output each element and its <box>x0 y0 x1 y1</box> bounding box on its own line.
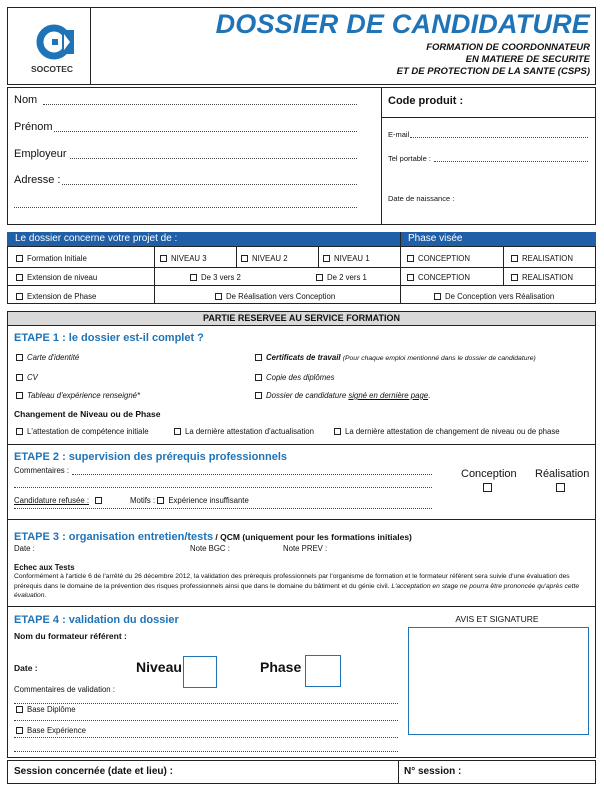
option-label-underlined: signé en dernière page <box>348 391 429 400</box>
subtitle-3: ET DE PROTECTION DE LA SANTE (CSPS) <box>396 66 590 77</box>
echec-label: Echec aux Tests <box>14 563 75 572</box>
niveau-label: Niveau <box>136 659 182 675</box>
employeur-label: Employeur <box>14 148 67 160</box>
realisation-checkbox[interactable] <box>556 483 565 492</box>
dossier-signe-option[interactable] <box>255 391 430 400</box>
carte-identite-option[interactable] <box>16 353 79 362</box>
email-label: E-mail <box>388 130 410 139</box>
etape3-title: ETAPE 3 : organisation entretien/tests <box>14 531 214 543</box>
attestation-actualisation-option[interactable] <box>174 427 314 436</box>
phase-label: Phase <box>260 659 302 675</box>
realisation-label: Réalisation <box>535 468 590 480</box>
adresse-label: Adresse : <box>14 174 61 186</box>
etape3-title-row <box>14 527 412 545</box>
conception-option-2[interactable] <box>407 273 470 282</box>
conception-checkbox[interactable] <box>483 483 492 492</box>
option-label: NIVEAU 3 <box>171 254 207 263</box>
niveau3-option[interactable] <box>160 254 207 263</box>
logo-icon <box>36 24 78 60</box>
commentaires-validation-field[interactable] <box>14 703 398 704</box>
code-produit-label: Code produit : <box>388 95 464 107</box>
base-experience-field[interactable] <box>14 737 398 738</box>
option-label: CONCEPTION <box>418 273 470 282</box>
motifs-option[interactable] <box>130 496 249 505</box>
option-label: La dernière attestation d'actualisation <box>185 427 314 436</box>
adresse-field-2[interactable] <box>14 207 357 208</box>
identity-box <box>7 87 596 225</box>
nom-label: Nom <box>14 94 38 106</box>
option-label: Certificats de travail <box>266 353 341 362</box>
realisation-option-1[interactable] <box>511 254 573 263</box>
etape3-date-label: Date : <box>14 544 35 553</box>
option-label: REALISATION <box>522 273 573 282</box>
tel-label: Tel portable : <box>388 154 431 163</box>
tel-field[interactable] <box>434 161 588 162</box>
etape4-title: ETAPE 4 : validation du dossier <box>14 614 179 626</box>
tableau-experience-option[interactable] <box>16 391 140 400</box>
session-label: Session concernée (date et lieu) : <box>14 766 173 777</box>
cv-option[interactable] <box>16 373 38 382</box>
paragraph-text-italic: L'acceptation en stage ne pourra être prononcée qu'après cette évaluation. <box>14 582 580 599</box>
candidature-refusee-option[interactable] <box>14 496 106 505</box>
option-label: De Réalisation vers Conception <box>226 292 336 301</box>
attestation-initiale-option[interactable] <box>16 427 149 436</box>
projet-header-label: Le dossier concerne votre projet de : <box>15 233 178 244</box>
subtitle-1: FORMATION DE COORDONNATEUR <box>426 42 590 53</box>
nom-field[interactable] <box>43 104 357 105</box>
commentaires-field-2[interactable] <box>14 487 432 488</box>
realisation-option-2[interactable] <box>511 273 573 282</box>
prenom-label: Prénom <box>14 121 53 133</box>
phase-visee-label: Phase visée <box>408 233 463 244</box>
option-label: De 3 vers 2 <box>201 273 241 282</box>
option-label: CV <box>27 373 38 382</box>
certificats-option[interactable] <box>255 353 536 362</box>
etape3-paragraph <box>14 572 592 601</box>
option-label: Motifs : <box>130 496 156 505</box>
option-label: Formation Initiale <box>27 254 87 263</box>
commentaires-label: Commentaires : <box>14 466 70 475</box>
conception-option-1[interactable] <box>407 254 470 263</box>
employeur-field[interactable] <box>70 158 357 159</box>
etape2-title: ETAPE 2 : supervision des prérequis professionnels <box>14 451 288 463</box>
service-title: PARTIE RESERVEE AU SERVICE FORMATION <box>8 312 595 326</box>
avis-label: AVIS ET SIGNATURE <box>455 614 539 624</box>
logo-text: SOCOTEC <box>30 64 74 74</box>
socotec-logo <box>36 24 78 60</box>
etape1-title: ETAPE 1 : le dossier est-il complet ? <box>14 332 204 344</box>
option-label: Base Expérience <box>27 726 86 735</box>
prenom-field[interactable] <box>54 131 357 132</box>
option-label: L'attestation de compétence initiale <box>27 427 149 436</box>
option-label: Candidature refusée : <box>14 496 89 505</box>
changement-label: Changement de Niveau ou de Phase <box>14 409 161 419</box>
niveau-box[interactable] <box>183 656 217 688</box>
subtitle-2: EN MATIERE DE SECURITE <box>465 54 590 65</box>
paragraph-text: Conformément à l'article 6 de l'arrêté du 26 décembre 2012, la validation des prérequis professionnels par l'organisme de formation et le formateur référent sera suivie d'une évaluation des prérequis dans le domaine de la prévention des risques professionnels ainsi que dans le domaine du bâtiment et du génie civil. <box>14 573 570 590</box>
extension-phase-option[interactable] <box>16 292 96 301</box>
option-label: De 2 vers 1 <box>327 273 367 282</box>
base-diplome-option[interactable] <box>16 705 76 714</box>
n-session-label: N° session : <box>404 766 462 777</box>
option-label: NIVEAU 1 <box>334 254 370 263</box>
realisation-vers-conception-option[interactable] <box>215 292 335 301</box>
email-field[interactable] <box>410 137 588 138</box>
option-label: Base Diplôme <box>27 705 76 714</box>
option-label: La dernière attestation de changement de niveau ou de phase <box>345 427 560 436</box>
option-label: Tableau d'expérience renseigné* <box>27 391 141 400</box>
de-3-vers-2-option[interactable] <box>190 273 241 282</box>
option-label: De Conception vers Réalisation <box>445 292 555 301</box>
option-label: Dossier de candidature <box>266 391 349 400</box>
naissance-label: Date de naissance : <box>388 194 455 203</box>
etape4-date-label: Date : <box>14 663 38 673</box>
formation-initiale-option[interactable] <box>16 254 87 263</box>
de-2-vers-1-option[interactable] <box>316 273 367 282</box>
etape4-extra-field[interactable] <box>14 751 398 752</box>
option-note: (Pour chaque emploi mentionné dans le dossier de candidature) <box>342 355 536 362</box>
option-label: CONCEPTION <box>418 254 470 263</box>
option-label: Carte d'identité <box>27 353 80 362</box>
option-label-2: Expérience insuffisante <box>168 496 249 505</box>
page-title: DOSSIER DE CANDIDATURE <box>215 9 590 39</box>
etape3-subtitle: / QCM (uniquement pour les formations initiales) <box>213 532 412 542</box>
extension-niveau-option[interactable] <box>16 273 97 282</box>
commentaires-validation-label: Commentaires de validation : <box>14 685 115 694</box>
base-experience-option[interactable] <box>16 726 86 735</box>
option-label: REALISATION <box>522 254 573 263</box>
option-label: Copie des diplômes <box>266 373 335 382</box>
phase-box[interactable] <box>305 655 341 687</box>
note-bgc-label: Note BGC : <box>190 544 230 553</box>
niveau1-option[interactable] <box>323 254 370 263</box>
option-label: NIVEAU 2 <box>252 254 288 263</box>
niveau2-option[interactable] <box>241 254 288 263</box>
note-prev-label: Note PREV : <box>283 544 328 553</box>
conception-vers-realisation-option[interactable] <box>434 292 554 301</box>
attestation-changement-option[interactable] <box>334 427 560 436</box>
signature-box[interactable] <box>408 627 589 735</box>
option-label: Extension de niveau <box>27 273 98 282</box>
commentaires-field-1[interactable] <box>72 474 432 475</box>
base-diplome-field[interactable] <box>14 720 398 721</box>
formateur-label: Nom du formateur référent : <box>14 631 127 641</box>
motifs-field[interactable] <box>14 508 432 509</box>
adresse-field-1[interactable] <box>62 184 357 185</box>
option-label-suffix: . <box>428 391 431 400</box>
copie-diplomes-option[interactable] <box>255 373 334 382</box>
conception-label: Conception <box>461 468 517 480</box>
option-label: Extension de Phase <box>27 292 97 301</box>
